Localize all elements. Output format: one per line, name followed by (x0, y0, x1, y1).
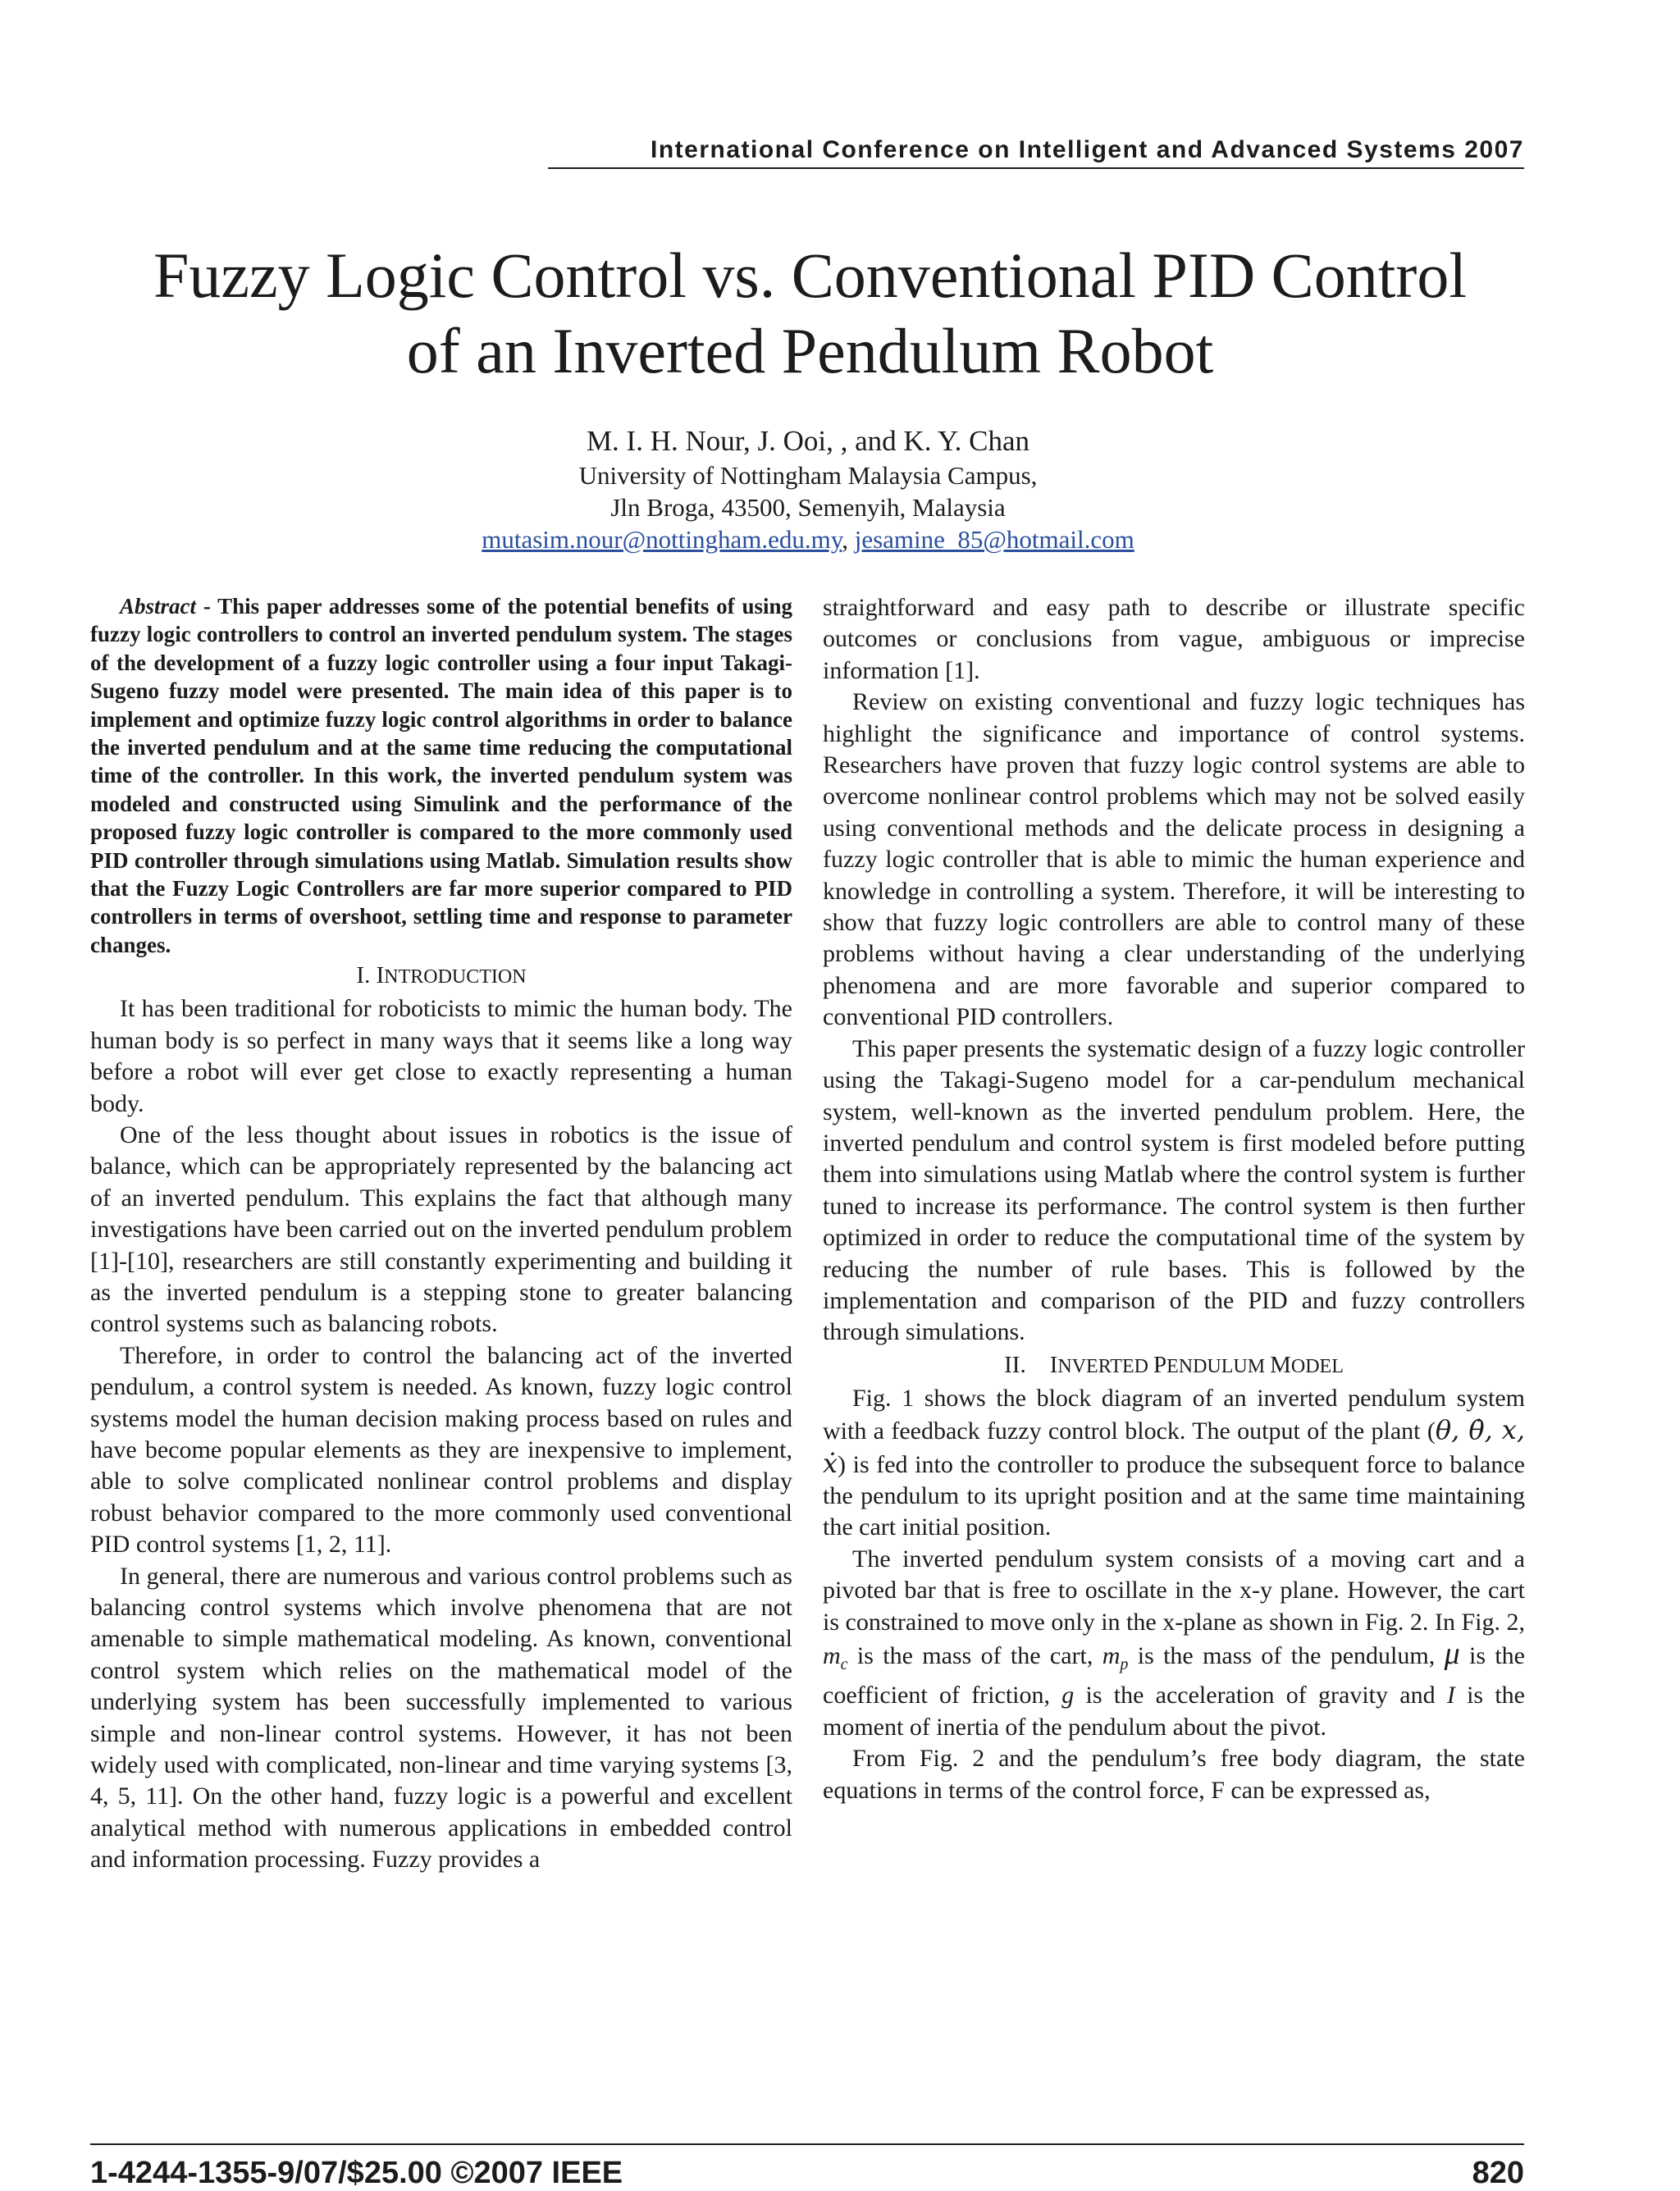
intro-paragraph-3: Therefore, in order to control the balancing act of the inverted pendulum, a control system is needed. As known, fuzzy logic control systems model the human decision making process based on rules and have become popular elements as they are inexpensive to implement, able to solve complicated nonlinear control problems and display robust behavior compared to the more commonly used conventional PID control systems [1, 2, 11]. (90, 1341, 792, 1559)
model-p2-text: is the acceleration of gravity and (1074, 1682, 1447, 1709)
conference-header: International Conference on Intelligent and Advanced Systems 2007 (548, 136, 1524, 169)
abstract-label: Abstract (120, 594, 197, 619)
section-title-part: M (1270, 1351, 1291, 1378)
model-paragraph-1 (823, 1383, 1525, 1544)
author-emails (246, 523, 1370, 556)
intro-paragraph-5: Review on existing conventional and fuzzy logic techniques has highlight the significance and importance of control systems. Researchers have proven that fuzzy logic control systems are able to overcome nonlinear control problems which may not be solved easily using conventional methods and the delicate process in designing a fuzzy logic controller that is able to mimic the human experience and knowledge in controlling a system. Therefore, it will be interesting to show that fuzzy logic controllers are able to control many of these problems without having a clear understanding of the underlying phenomena and are more favorable and superior compared to conventional PID controllers. (823, 688, 1525, 1031)
affiliation-line-1: University of Nottingham Malaysia Campus, (578, 461, 1038, 490)
section-title-part: ENDULUM (1166, 1355, 1271, 1377)
cart-mass-symbol (823, 1642, 848, 1673)
friction-symbol: μ (1444, 1636, 1460, 1671)
title-line-1: Fuzzy Logic Control vs. Conventional PID Control (153, 240, 1468, 311)
section-title-part: P (1153, 1351, 1167, 1378)
intro-paragraph-6: This paper presents the systematic design of a fuzzy logic controller using the Takagi-Sugeno model for a car-pendulum mechanical system, well-known as the inverted pendulum problem. Here, the inverted pendulum and control system is first modeled before putting them into simulations using Matlab where the control system is further tuned to increase its performance. The control system is then further optimized in order to reduce the computational time of the system by reducing the number of rule bases. This is followed by the implementation and comparison of the PID and fuzzy controllers through simulations. (823, 1034, 1525, 1346)
model-paragraph-2 (823, 1544, 1525, 1743)
email-link-ooi[interactable]: jesamine_85@hotmail.com (854, 525, 1134, 554)
section-heading-inverted-pendulum-model (823, 1349, 1525, 1383)
section-number: I. (356, 962, 371, 989)
left-column (90, 592, 792, 1876)
email-separator: , (842, 525, 855, 554)
inertia-symbol: I (1446, 1682, 1455, 1709)
email-link-nour[interactable]: mutasim.nour@nottingham.edu.my (482, 525, 842, 554)
author-list: M. I. H. Nour, J. Ooi, , and K. Y. Chan (586, 425, 1030, 457)
section-number: II. (1004, 1351, 1026, 1378)
page-number: 820 (1472, 2156, 1524, 2190)
affiliation-line-2: Jln Broga, 43500, Semenyih, Malaysia (610, 493, 1006, 522)
right-column (823, 592, 1525, 1806)
symbol-subscript: c (840, 1655, 848, 1673)
symbol-m: m (823, 1642, 841, 1669)
model-paragraph-3: From Fig. 2 and the pendulum’s free body diagram, the state equations in terms of the control force, F can be expressed as, (823, 1745, 1525, 1804)
symbol-m: m (1102, 1642, 1121, 1669)
plant-state-variables: θ, θ̇, x, ẋ (823, 1414, 1525, 1479)
pendulum-mass-symbol (1102, 1642, 1129, 1673)
model-p1-start: Fig. 1 shows the block diagram of an inverted pendulum system with a feedback fuzzy control block. The output of the plant ( (823, 1384, 1525, 1445)
title-line-2: of an Inverted Pendulum Robot (406, 315, 1214, 386)
section-heading-introduction (90, 959, 792, 993)
symbol-subscript: p (1120, 1655, 1129, 1673)
intro-paragraph-2: One of the less thought about issues in robotics is the issue of balance, which can be appropriately represented by the balancing act of an inverted pendulum. This explains the fact that although many investigations have been carried out on the inverted pendulum problem [1]-[10], researchers are still constantly experimenting and building it as the inverted pendulum is a stepping stone to greater balancing control systems such as balancing robots. (90, 1121, 792, 1338)
paper-title (49, 238, 1571, 389)
section-title-initial: I (376, 962, 385, 989)
intro-paragraph-4: In general, there are numerous and various control problems such as balancing control systems which involve phenomena that are not amenable to simple mathematical modeling. As known, conventional control system which relies on the mathematical model of the underlying system has been successfully implemented to various simple and non-linear control systems. However, it has not been widely used with complicated, non-linear and time varying systems [3, 4, 5, 11]. On the other hand, fuzzy logic is a powerful and excellent analytical method with numerous applications in embedded control and information processing. Fuzzy provides a (90, 1562, 792, 1874)
intro-paragraph-4-continued: straightforward and easy path to describe or illustrate specific outcomes or conclusions from vague, ambiguous or imprecise information [1]. (823, 594, 1525, 684)
model-p2-text: is the mass of the pendulum, (1128, 1642, 1445, 1669)
gravity-symbol: g (1061, 1682, 1075, 1709)
footer-rule (90, 2143, 1524, 2145)
model-p2-text: is the moment of inertia of the pendulum about the pivot. (823, 1682, 1525, 1741)
model-p2-text: The inverted pendulum system consists of a moving cart and a pivoted bar that is free to oscillate in the x-y plane. However, the cart is constrained to move only in the x-plane as shown in Fig. 2. In Fig. 2, (823, 1545, 1525, 1636)
section-title-rest: NTRODUCTION (384, 966, 527, 988)
footer-copyright: 1-4244-1355-9/07/$25.00 ©2007 IEEE (90, 2156, 623, 2190)
section-title-part: NVERTED (1057, 1355, 1153, 1377)
affiliation (246, 459, 1370, 523)
model-p2-text: is the coefficient of friction, (823, 1642, 1525, 1709)
intro-paragraph-1: It has been traditional for roboticists to mimic the human body. The human body is so perfect in many ways that it seems like a long way before a robot will ever get close to exactly representing a human body. (90, 995, 792, 1117)
abstract-text: - This paper addresses some of the potential benefits of using fuzzy logic controllers to control an inverted pendulum system. The stages of the development of a fuzzy logic controller using a four input Takagi-Sugeno fuzzy model were presented. The main idea of this paper is to implement and optimize fuzzy logic control algorithms in order to balance the inverted pendulum and at the same time reducing the computational time of the controller. In this work, the inverted pendulum system was modeled and constructed using Simulink and the performance of the proposed fuzzy logic controller is compared to the more commonly used PID controller through simulations using Matlab. Simulation results show that the Fuzzy Logic Controllers are far more superior compared to PID controllers in terms of overshoot, settling time and response to parameter changes. (90, 594, 792, 957)
model-p1-end: ) is fed into the controller to produce the subsequent force to balance the pendulum to its upright position and at the same time maintaining the cart initial position. (823, 1450, 1525, 1541)
abstract (90, 592, 792, 959)
section-title-part: ODEL (1290, 1355, 1344, 1377)
model-p2-text: is the mass of the cart, (847, 1642, 1102, 1669)
section-title-part: I (1049, 1351, 1058, 1378)
